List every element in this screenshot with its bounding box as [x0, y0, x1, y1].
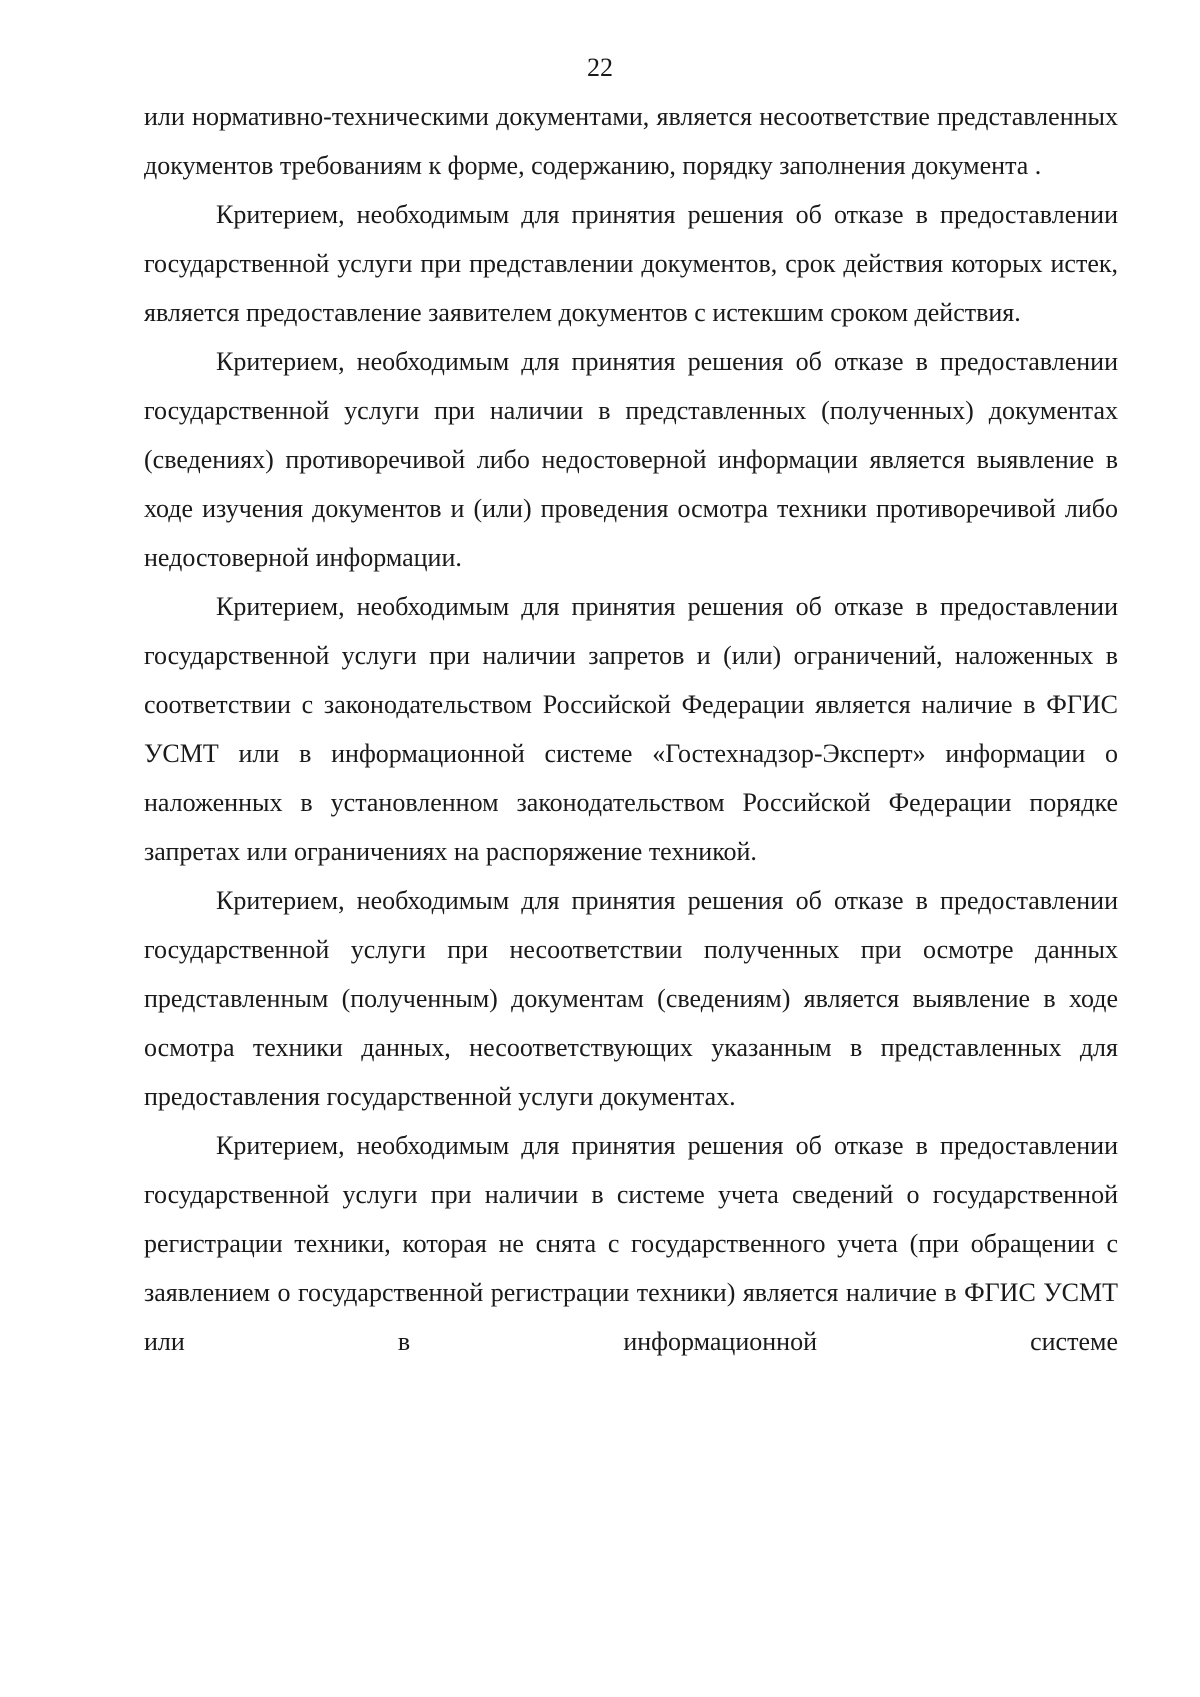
- paragraph-registered-machinery: Критерием, необходимым для принятия решения об отказе в предоставлении государственной услуги при наличии в системе учета сведений о государственной регистрации техники, которая не снята с государственного учета (при обращении с заявлением о государственной регистрации техники) является наличие в ФГИС УСМТ или в информационной системе: [144, 1131, 1118, 1356]
- paragraph-expired-documents: Критерием, необходимым для принятия решения об отказе в предоставлении государственной услуги при представлении документов, срок действия которых истек, является предоставление заявителем документов с истекшим сроком действия.: [144, 200, 1118, 327]
- document-body: [144, 92, 1118, 1366]
- page-number: 22: [587, 53, 613, 82]
- paragraph-prohibitions-restrictions: Критерием, необходимым для принятия решения об отказе в предоставлении государственной услуги при наличии запретов и (или) ограничений, наложенных в соответствии с законодательством Российской Федерации является наличие в ФГИС УСМТ или в информационной системе «Гостехнадзор-Эксперт» информации о наложенных в установленном законодательством Российской Федерации порядке запретах или ограничениях на распоряжение техникой.: [144, 592, 1118, 866]
- paragraph-contradictory-information: Критерием, необходимым для принятия решения об отказе в предоставлении государственной услуги при наличии в представленных (полученных) документах (сведениях) противоречивой либо недостоверной информации является выявление в ходе изучения документов и (или) проведения осмотра техники противоречивой либо недостоверной информации.: [144, 347, 1118, 572]
- paragraph-inspection-mismatch: Критерием, необходимым для принятия решения об отказе в предоставлении государственной услуги при несоответствии полученных при осмотре данных представленным (полученным) документам (сведениям) является выявление в ходе осмотра техники данных, несоответствующих указанным в представленных для предоставления государственной услуги документах.: [144, 886, 1118, 1111]
- paragraph-continuation: или нормативно-техническими документами, является несоответствие представленных документов требованиям к форме, содержанию, порядку заполнения документа .: [144, 102, 1118, 180]
